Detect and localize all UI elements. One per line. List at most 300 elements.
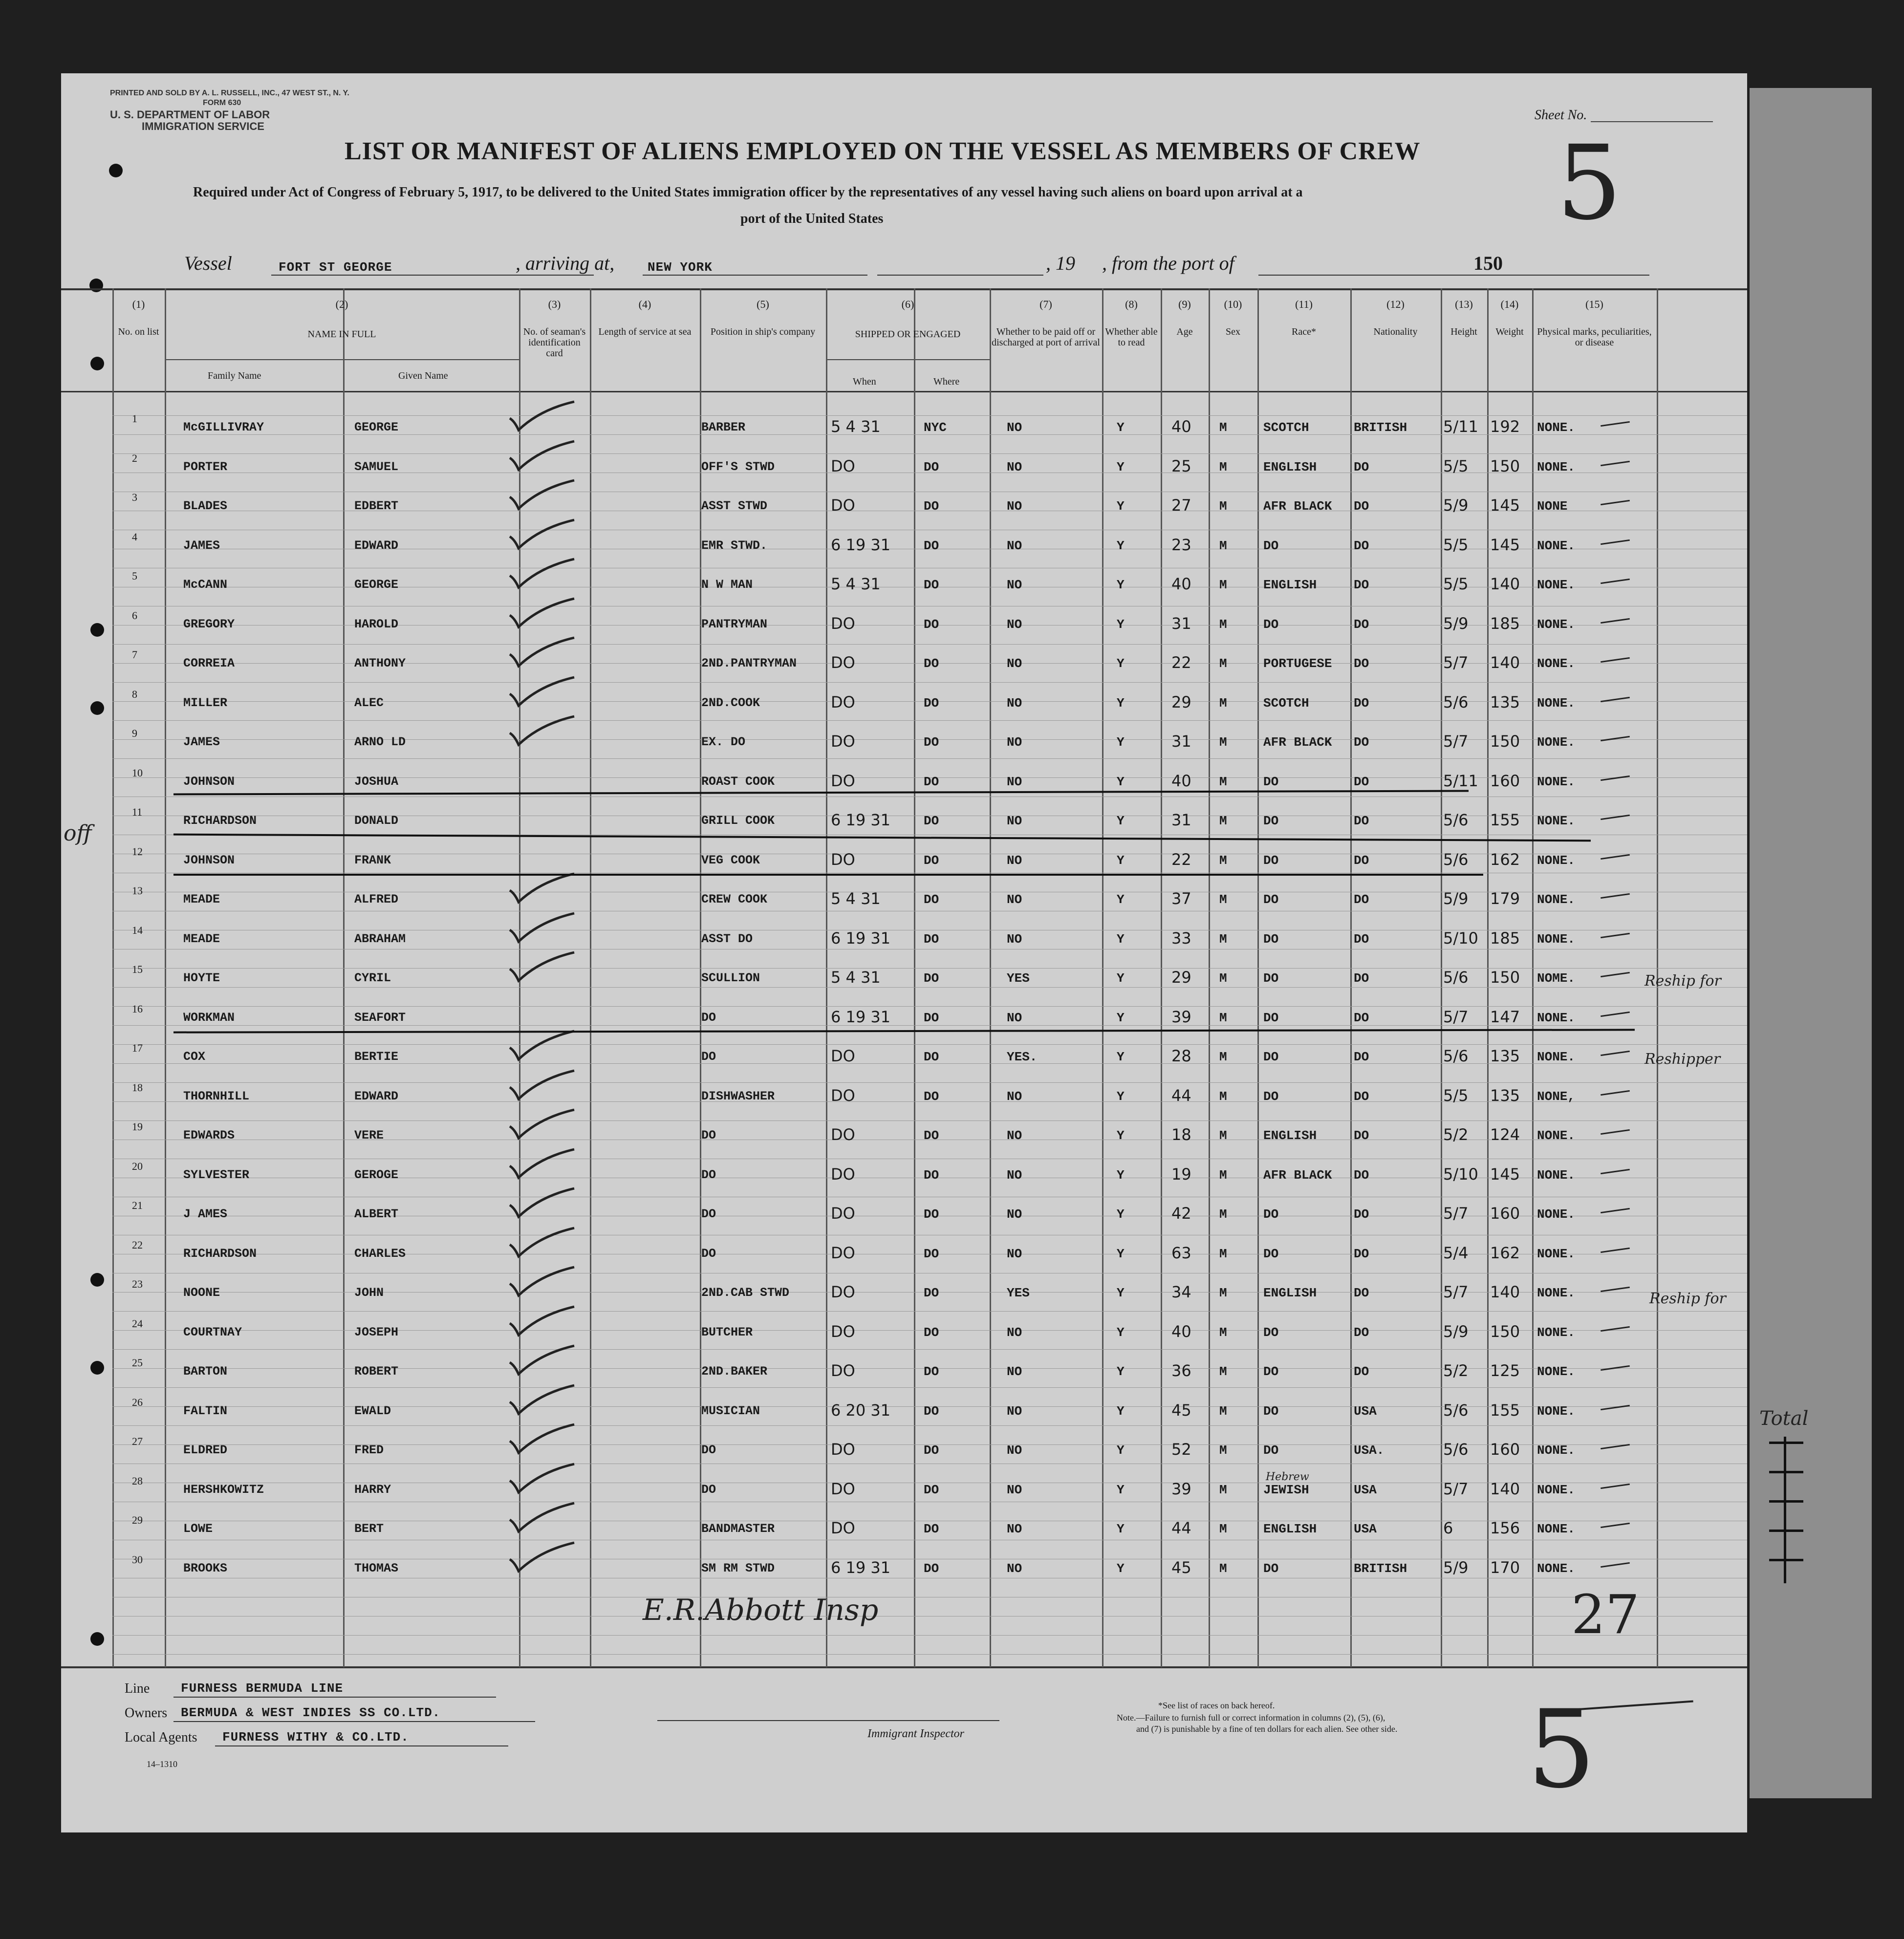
column-divider (990, 288, 991, 1667)
cell-family: SYLVESTER (183, 1167, 250, 1182)
cell-race: DO (1263, 538, 1279, 553)
column-divider (1532, 288, 1534, 1667)
tick-dash (1601, 1129, 1630, 1135)
cell-family: WORKMAN (183, 1010, 235, 1025)
tally-mark (1784, 1437, 1786, 1583)
tick-dash (1601, 775, 1630, 780)
cell-height: 5/9 (1443, 496, 1469, 515)
checkmark-icon (506, 597, 579, 631)
cell-read: Y (1117, 1010, 1125, 1025)
cell-no: 2 (132, 452, 137, 464)
cell-where: DO (924, 1050, 939, 1064)
cell-family: RICHARDSON (183, 814, 257, 828)
cell-family: ELDRED (183, 1443, 228, 1457)
sheet-no-label: Sheet No. (1535, 108, 1587, 123)
cell-marks: NONE, (1537, 1089, 1576, 1104)
annotation-off: off (64, 821, 92, 846)
cell-age: 19 (1171, 1164, 1191, 1184)
cell-weight: 192 (1490, 417, 1520, 436)
ruled-line (112, 1387, 1747, 1388)
column-number: (14) (1500, 298, 1519, 310)
tick-dash (1601, 421, 1630, 427)
cell-read: Y (1117, 1522, 1125, 1536)
punch-hole (109, 164, 123, 177)
cell-read: Y (1117, 892, 1125, 907)
local-agents-label: Local Agents (125, 1730, 197, 1745)
cell-sex: M (1219, 1128, 1227, 1143)
column-number: (1) (132, 298, 145, 310)
cell-age: 29 (1171, 692, 1191, 711)
column-number: (8) (1125, 298, 1138, 310)
cell-race: DO (1263, 931, 1279, 947)
cell-no: 20 (132, 1160, 143, 1172)
cell-where: DO (924, 1522, 939, 1536)
cell-marks: NONE. (1537, 1207, 1576, 1222)
cell-where: DO (924, 656, 939, 671)
number-150: 150 (1473, 252, 1503, 274)
cell-height: 5/11 (1443, 771, 1478, 790)
cell-nat: DO (1354, 1246, 1369, 1261)
cell-weight: 150 (1490, 732, 1520, 751)
cell-paid: NO (1007, 774, 1022, 789)
inspector-signature: E.R.Abbott Insp (643, 1593, 879, 1627)
tick-dash (1601, 1483, 1630, 1488)
tick-dash (1601, 1287, 1630, 1292)
punch-hole (90, 701, 104, 715)
punch-hole (90, 1273, 104, 1287)
cell-when: DO (831, 1519, 855, 1537)
cell-read: Y (1117, 656, 1125, 671)
cell-pos: SM RM STWD (701, 1561, 775, 1575)
cell-nat: DO (1354, 892, 1369, 907)
cell-when: DO (831, 456, 855, 475)
checkmark-icon (506, 1147, 579, 1182)
checkmark-icon (506, 400, 579, 434)
cell-given: VERE (354, 1128, 384, 1142)
cell-marks: NONE. (1537, 1522, 1576, 1536)
cell-age: 45 (1171, 1558, 1191, 1577)
cell-paid: NO (1007, 1246, 1022, 1261)
cell-where: DO (924, 1403, 939, 1419)
tick-dash (1601, 1404, 1630, 1410)
inspector-label: Immigrant Inspector (867, 1727, 964, 1740)
cell-sex: M (1219, 853, 1227, 868)
cell-weight: 150 (1490, 456, 1520, 475)
cell-age: 63 (1171, 1243, 1191, 1262)
strike-row-16 (173, 1029, 1635, 1033)
cell-sex: M (1219, 1286, 1227, 1300)
ruled-line (112, 1635, 1747, 1636)
column-divider (590, 288, 591, 1667)
cell-no: 4 (132, 530, 137, 543)
cell-weight: 185 (1490, 614, 1520, 633)
cell-no: 30 (132, 1553, 143, 1566)
column-header: Height (1450, 326, 1477, 337)
cell-no: 13 (132, 884, 143, 897)
cell-nat: USA (1354, 1522, 1377, 1536)
manifest-sheet (61, 73, 1747, 1832)
cell-weight: 145 (1490, 535, 1520, 554)
tally-mark (1769, 1559, 1803, 1561)
cell-family: PORTER (183, 459, 228, 474)
cell-when: DO (831, 614, 855, 633)
cell-sex: M (1219, 1403, 1227, 1419)
annotation-reship-15: Reship for (1644, 972, 1721, 990)
cell-when: DO (831, 692, 855, 711)
cell-sex: M (1219, 1050, 1227, 1064)
cell-where: DO (924, 1325, 939, 1340)
cell-nat: DO (1354, 971, 1369, 986)
cell-marks: NONE. (1537, 1403, 1576, 1419)
cell-weight: 160 (1490, 771, 1520, 790)
cell-when: 5 4 31 (831, 968, 881, 987)
annotation-bottom-5: 5 (1527, 1687, 1596, 1812)
cell-no: 15 (132, 963, 143, 975)
tick-dash (1601, 1208, 1630, 1213)
cell-read: Y (1117, 971, 1125, 986)
cell-weight: 135 (1490, 692, 1520, 711)
cell-when: DO (831, 1204, 855, 1223)
column-number: (13) (1455, 298, 1473, 310)
cell-where: DO (924, 774, 939, 789)
cell-height: 5/11 (1443, 417, 1478, 436)
cell-height: 6 (1443, 1519, 1453, 1537)
cell-age: 31 (1171, 732, 1191, 751)
cell-marks: NONE. (1537, 1364, 1576, 1379)
cell-when: 6 19 31 (831, 811, 891, 829)
cell-weight: 150 (1490, 968, 1520, 987)
cell-weight: 145 (1490, 1164, 1520, 1184)
cell-nat: USA. (1354, 1443, 1385, 1458)
cell-where: DO (924, 1010, 939, 1025)
checkmark-icon (506, 636, 579, 670)
cell-race: DO (1263, 1403, 1279, 1419)
column-divider (1161, 288, 1162, 1667)
tick-dash (1601, 1051, 1630, 1056)
cell-marks: NONE. (1537, 1561, 1576, 1576)
cell-nat: DO (1354, 1286, 1369, 1300)
cell-marks: NONE. (1537, 1286, 1576, 1300)
cell-age: 29 (1171, 968, 1191, 987)
cell-weight: 140 (1490, 653, 1520, 672)
line-label: Line (125, 1681, 150, 1696)
cell-no: 26 (132, 1396, 143, 1408)
ruled-line (112, 1311, 1747, 1312)
cell-paid: NO (1007, 892, 1022, 907)
cell-paid: NO (1007, 499, 1022, 514)
cell-age: 44 (1171, 1086, 1191, 1105)
cell-when: 6 20 31 (831, 1400, 891, 1420)
cell-nat: DO (1354, 538, 1369, 553)
subtitle-line-1: Required under Act of Congress of February 5, 1917, to be delivered to the United States immigration officer by the representatives of any vessel having such aliens on board upon arrival at a (193, 185, 1303, 200)
cell-when: DO (831, 1086, 855, 1105)
cell-weight: 124 (1490, 1125, 1520, 1144)
tick-dash (1601, 736, 1630, 741)
cell-read: Y (1117, 1050, 1125, 1064)
cell-given: SEAFORT (354, 1010, 406, 1025)
cell-where: DO (924, 971, 939, 986)
cell-age: 18 (1171, 1125, 1191, 1144)
cell-no: 25 (132, 1357, 143, 1369)
cell-sex: M (1219, 1325, 1227, 1340)
cell-paid: NO (1007, 420, 1022, 435)
cell-no: 9 (132, 727, 137, 739)
note-races: *See list of races on back hereof. (1158, 1701, 1275, 1710)
column-divider (1209, 288, 1210, 1667)
punch-hole (90, 1361, 104, 1375)
cell-nat: USA (1354, 1482, 1377, 1497)
cell-height: 5/9 (1443, 614, 1469, 633)
cell-marks: NONE. (1537, 695, 1576, 711)
cell-nat: USA (1354, 1403, 1377, 1419)
vessel-label: Vessel (184, 252, 232, 274)
cell-pos: N W MAN (701, 578, 753, 592)
backing-sheet (1750, 88, 1872, 1798)
checkmark-icon (506, 1383, 579, 1418)
cell-when: DO (831, 850, 855, 869)
form-code: 14–1310 (147, 1759, 177, 1769)
annotation-hebrew: Hebrew (1266, 1471, 1309, 1483)
cell-read: Y (1117, 420, 1125, 435)
note-line-2: and (7) is punishable by a fine of ten dollars for each alien. See other side. (1136, 1724, 1398, 1734)
cell-pos: 2ND.CAB STWD (701, 1286, 790, 1300)
cell-height: 5/5 (1443, 535, 1469, 554)
cell-paid: NO (1007, 1443, 1022, 1458)
cell-when: 5 4 31 (831, 575, 881, 593)
cell-family: HOYTE (183, 971, 220, 985)
tick-dash (1601, 1247, 1630, 1252)
cell-nat: DO (1354, 1207, 1369, 1222)
note-line-1: Note.—Failure to furnish full or correct information in columns (2), (5), (6), (1117, 1713, 1385, 1723)
column-header: No. of seaman's identification card (523, 326, 586, 359)
cell-pos: DO (701, 1207, 716, 1221)
subheader-given: Given Name (398, 370, 448, 381)
cell-marks: NONE. (1537, 892, 1576, 907)
cell-paid: NO (1007, 1403, 1022, 1419)
cell-family: JAMES (183, 735, 220, 749)
cell-height: 5/5 (1443, 1086, 1469, 1105)
cell-height: 5/6 (1443, 1047, 1469, 1065)
checkmark-icon (506, 1108, 579, 1142)
cell-race: DO (1263, 853, 1279, 868)
cell-weight: 160 (1490, 1440, 1520, 1459)
cell-where: DO (924, 1167, 939, 1183)
cell-given: JOSHUA (354, 774, 399, 789)
inspector-signature-line (657, 1720, 999, 1721)
cell-paid: NO (1007, 814, 1022, 828)
tally-mark (1769, 1500, 1803, 1503)
cell-given: EDBERT (354, 499, 399, 513)
cell-when: 6 19 31 (831, 1007, 891, 1026)
cell-given: ABRAHAM (354, 931, 406, 946)
local-agents-value: FURNESS WITHY & CO.LTD. (222, 1730, 409, 1745)
cell-age: 42 (1171, 1204, 1191, 1223)
cell-height: 5/2 (1443, 1361, 1469, 1380)
cell-no: 21 (132, 1199, 143, 1211)
cell-pos: GRILL COOK (701, 814, 775, 828)
cell-age: 22 (1171, 653, 1191, 672)
cell-when: DO (831, 1322, 855, 1341)
cell-read: Y (1117, 578, 1125, 592)
cell-read: Y (1117, 1128, 1125, 1143)
cell-age: 34 (1171, 1283, 1191, 1301)
cell-where: DO (924, 538, 939, 553)
cell-family: MEADE (183, 931, 220, 946)
cell-where: DO (924, 695, 939, 711)
cell-where: DO (924, 1128, 939, 1143)
cell-family: COX (183, 1050, 206, 1064)
cell-height: 5/10 (1443, 928, 1478, 948)
cell-height: 5/6 (1443, 692, 1469, 711)
cell-marks: NONE. (1537, 1128, 1576, 1143)
printer-line: PRINTED AND SOLD BY A. L. RUSSELL, INC., 47 WEST ST., N. Y. (110, 89, 349, 97)
cell-given: ALBERT (354, 1207, 399, 1221)
cell-pos: BARBER (701, 420, 746, 434)
ruled-line (112, 1120, 1747, 1121)
cell-paid: NO (1007, 931, 1022, 947)
cell-marks: NONE. (1537, 1246, 1576, 1261)
cell-paid: NO (1007, 1364, 1022, 1379)
cell-pos: OFF'S STWD (701, 459, 775, 474)
cell-where: NYC (924, 420, 947, 435)
cell-age: 39 (1171, 1007, 1191, 1026)
checkmark-icon (506, 950, 579, 985)
sheet-number-handwritten: 5 (1557, 123, 1622, 243)
strike-row-10 (173, 790, 1469, 796)
checkmark-icon (506, 1344, 579, 1378)
cell-race: DO (1263, 774, 1279, 789)
cell-race: DO (1263, 892, 1279, 907)
column-divider (1487, 288, 1489, 1667)
cell-race: JEWISH (1263, 1482, 1309, 1497)
cell-race: PORTUGESE (1263, 656, 1332, 671)
cell-family: COURTNAY (183, 1325, 242, 1339)
cell-weight: 160 (1490, 1204, 1520, 1223)
cell-height: 5/6 (1443, 811, 1469, 829)
cell-paid: NO (1007, 853, 1022, 868)
annotation-reship-17: Reshipper (1644, 1051, 1721, 1068)
shipped-subheader-line (826, 359, 990, 360)
arriving-label: , arriving at, (516, 252, 615, 274)
cell-pos: VEG COOK (701, 853, 760, 867)
cell-where: DO (924, 1561, 939, 1576)
cell-where: DO (924, 1207, 939, 1222)
cell-height: 5/7 (1443, 1007, 1469, 1026)
cell-read: Y (1117, 1246, 1125, 1261)
cell-paid: NO (1007, 459, 1022, 474)
tick-dash (1601, 932, 1630, 938)
cell-nat: DO (1354, 695, 1369, 711)
cell-paid: NO (1007, 1522, 1022, 1536)
cell-read: Y (1117, 774, 1125, 789)
cell-sex: M (1219, 459, 1227, 474)
cell-race: ENGLISH (1263, 1128, 1317, 1143)
cell-read: Y (1117, 499, 1125, 514)
cell-age: 52 (1171, 1440, 1191, 1459)
cell-when: 5 4 31 (831, 889, 881, 908)
cell-paid: NO (1007, 1561, 1022, 1576)
cell-given: THOMAS (354, 1561, 399, 1575)
vessel-line (271, 275, 594, 276)
cell-where: DO (924, 814, 939, 828)
cell-family: BROOKS (183, 1561, 228, 1575)
checkmark-icon (506, 1265, 579, 1299)
cell-no: 24 (132, 1317, 143, 1330)
tick-dash (1601, 500, 1630, 505)
cell-marks: NONE. (1537, 1443, 1576, 1458)
cell-given: BERT (354, 1522, 384, 1536)
checkmark-icon (506, 1501, 579, 1535)
cell-paid: NO (1007, 695, 1022, 711)
header-bottom-border (61, 391, 1747, 392)
cell-age: 44 (1171, 1519, 1191, 1537)
cell-nat: DO (1354, 656, 1369, 671)
cell-sex: M (1219, 1522, 1227, 1536)
cell-race: DO (1263, 1325, 1279, 1340)
cell-age: 27 (1171, 496, 1191, 515)
cell-marks: NONE. (1537, 853, 1576, 868)
ruled-line (112, 453, 1747, 454)
cell-where: DO (924, 1089, 939, 1104)
cell-when: DO (831, 732, 855, 751)
cell-when: 6 19 31 (831, 928, 891, 948)
tick-dash (1601, 1168, 1630, 1174)
column-number: (2) (335, 298, 348, 310)
cell-race: DO (1263, 617, 1279, 632)
cell-race: DO (1263, 1010, 1279, 1025)
cell-pos: DO (701, 1128, 716, 1142)
cell-no: 14 (132, 924, 143, 936)
column-number: (10) (1224, 298, 1242, 310)
cell-read: Y (1117, 1403, 1125, 1419)
cell-race: DO (1263, 814, 1279, 828)
cell-pos: EX. DO (701, 735, 746, 749)
cell-when: DO (831, 1361, 855, 1380)
cell-when: DO (831, 1479, 855, 1498)
tick-dash (1601, 854, 1630, 859)
cell-marks: NONE. (1537, 420, 1576, 435)
subheader-when: When (853, 376, 876, 387)
cell-height: 5/6 (1443, 1400, 1469, 1420)
cell-no: 19 (132, 1120, 143, 1133)
name-subheader-line (165, 359, 519, 360)
cell-paid: NO (1007, 617, 1022, 632)
cell-when: DO (831, 653, 855, 672)
cell-paid: NO (1007, 1325, 1022, 1340)
column-number: (9) (1178, 298, 1191, 310)
cell-where: DO (924, 1286, 939, 1300)
cell-when: 5 4 31 (831, 417, 881, 436)
cell-age: 25 (1171, 456, 1191, 475)
arriving-port: NEW YORK (648, 260, 713, 275)
cell-sex: M (1219, 695, 1227, 711)
tally-mark (1769, 1530, 1803, 1532)
tick-dash (1601, 972, 1630, 977)
cell-read: Y (1117, 1325, 1125, 1340)
cell-age: 40 (1171, 417, 1191, 436)
checkmark-icon (506, 1462, 579, 1496)
tick-dash (1601, 579, 1630, 584)
cell-race: DO (1263, 1443, 1279, 1458)
cell-when: DO (831, 1047, 855, 1065)
cell-given: JOSEPH (354, 1325, 399, 1339)
sheet-no-line (1591, 121, 1713, 122)
cell-family: JOHNSON (183, 853, 235, 867)
cell-marks: NONE. (1537, 617, 1576, 632)
cell-read: Y (1117, 1561, 1125, 1576)
cell-given: JOHN (354, 1286, 384, 1300)
tick-dash (1601, 539, 1630, 544)
